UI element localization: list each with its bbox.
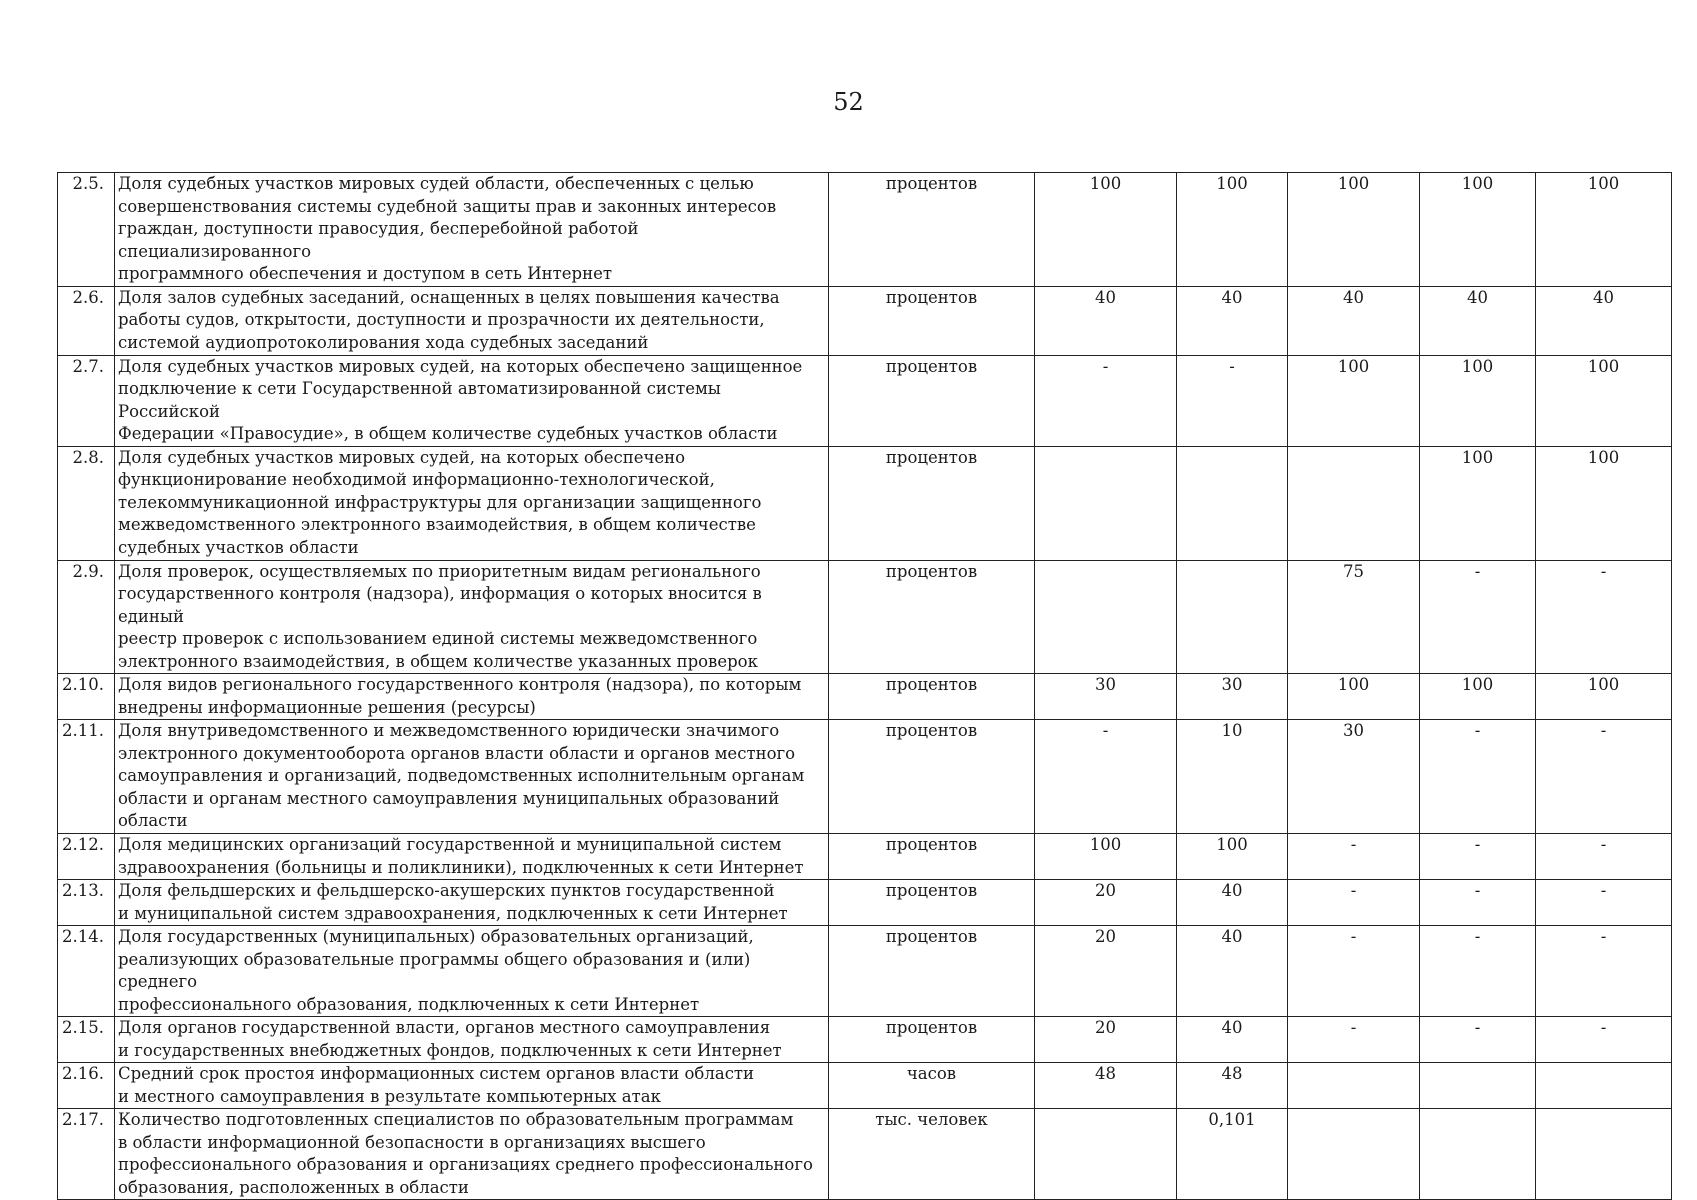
value-cell	[1177, 446, 1288, 560]
value-cell: 40	[1420, 286, 1536, 355]
row-number: 2.17.	[58, 1109, 115, 1200]
value-cell: 40	[1177, 286, 1288, 355]
value-cell: 100	[1536, 446, 1672, 560]
indicator-name: Доля залов судебных заседаний, оснащенных в целях повышения качества работы судов, открытости, доступности и прозрачности их деятельности, системой аудиопротоколирования хода судебных заседаний	[115, 286, 829, 355]
table-row	[58, 173, 1672, 287]
value-cell: 100	[1035, 173, 1177, 287]
value-cell: 40	[1177, 926, 1288, 1017]
unit-cell: часов	[829, 1063, 1035, 1109]
value-cell: 40	[1177, 1017, 1288, 1063]
unit-cell: процентов	[829, 674, 1035, 720]
value-cell: -	[1536, 926, 1672, 1017]
indicator-name: Доля судебных участков мировых судей, на которых обеспечено защищенное подключение к сети Государственной автоматизированной системы Российской Федерации «Правосудие», в общем количестве судебных участков области	[115, 355, 829, 446]
indicator-name: Доля видов регионального государственного контроля (надзора), по которым внедрены информационные решения (ресурсы)	[115, 674, 829, 720]
value-cell: -	[1288, 834, 1420, 880]
table-row	[58, 1109, 1672, 1200]
value-cell: 20	[1035, 880, 1177, 926]
table-row	[58, 880, 1672, 926]
row-number: 2.5.	[58, 173, 115, 287]
value-cell: -	[1420, 926, 1536, 1017]
row-number: 2.10.	[58, 674, 115, 720]
unit-cell: процентов	[829, 720, 1035, 834]
value-cell: -	[1035, 720, 1177, 834]
value-cell: -	[1420, 720, 1536, 834]
value-cell: 40	[1035, 286, 1177, 355]
row-number: 2.14.	[58, 926, 115, 1017]
value-cell: 100	[1420, 355, 1536, 446]
value-cell: -	[1177, 355, 1288, 446]
row-number: 2.8.	[58, 446, 115, 560]
value-cell: 100	[1420, 173, 1536, 287]
unit-cell: процентов	[829, 834, 1035, 880]
value-cell	[1035, 560, 1177, 674]
value-cell	[1420, 1109, 1536, 1200]
indicator-name: Средний срок простоя информационных систем органов власти области и местного самоуправления в результате компьютерных атак	[115, 1063, 829, 1109]
table-row	[58, 355, 1672, 446]
unit-cell: процентов	[829, 173, 1035, 287]
value-cell	[1536, 1063, 1672, 1109]
indicator-name: Доля медицинских организаций государственной и муниципальной систем здравоохранения (больницы и поликлиники), подключенных к сети Интернет	[115, 834, 829, 880]
unit-cell: тыс. человек	[829, 1109, 1035, 1200]
table-row	[58, 926, 1672, 1017]
unit-cell: процентов	[829, 880, 1035, 926]
value-cell	[1035, 1109, 1177, 1200]
indicator-name: Доля органов государственной власти, органов местного самоуправления и государственных внебюджетных фондов, подключенных к сети Интернет	[115, 1017, 829, 1063]
value-cell: 100	[1420, 674, 1536, 720]
value-cell: -	[1536, 1017, 1672, 1063]
value-cell: -	[1536, 880, 1672, 926]
row-number: 2.7.	[58, 355, 115, 446]
value-cell: -	[1420, 880, 1536, 926]
value-cell: -	[1288, 880, 1420, 926]
value-cell: -	[1420, 834, 1536, 880]
row-number: 2.16.	[58, 1063, 115, 1109]
value-cell: 20	[1035, 1017, 1177, 1063]
unit-cell: процентов	[829, 1017, 1035, 1063]
table-row	[58, 834, 1672, 880]
value-cell	[1420, 1063, 1536, 1109]
indicator-name: Доля государственных (муниципальных) образовательных организаций, реализующих образовательные программы общего образования и (или) среднего профессионального образования, подключенных к сети Интернет	[115, 926, 829, 1017]
indicator-name: Доля проверок, осуществляемых по приоритетным видам регионального государственного контроля (надзора), информация о которых вносится в единый реестр проверок с использованием единой системы межведомственного электронного взаимодействия, в общем количестве указанных проверок	[115, 560, 829, 674]
row-number: 2.13.	[58, 880, 115, 926]
value-cell: -	[1536, 720, 1672, 834]
value-cell: 20	[1035, 926, 1177, 1017]
value-cell	[1288, 446, 1420, 560]
row-number: 2.15.	[58, 1017, 115, 1063]
indicators-table	[57, 172, 1672, 1200]
value-cell: 100	[1536, 674, 1672, 720]
row-number: 2.6.	[58, 286, 115, 355]
value-cell: -	[1420, 1017, 1536, 1063]
value-cell: -	[1536, 834, 1672, 880]
table-row	[58, 1063, 1672, 1109]
value-cell: 40	[1536, 286, 1672, 355]
value-cell: 100	[1536, 355, 1672, 446]
indicator-name: Количество подготовленных специалистов по образовательным программам в области информационной безопасности в организациях высшего профессионального образования и организациях среднего профессионального образования, расположенных в области	[115, 1109, 829, 1200]
unit-cell: процентов	[829, 926, 1035, 1017]
value-cell	[1288, 1109, 1420, 1200]
value-cell: 100	[1288, 173, 1420, 287]
value-cell: 48	[1035, 1063, 1177, 1109]
value-cell: -	[1536, 560, 1672, 674]
table-row	[58, 286, 1672, 355]
value-cell: 100	[1177, 173, 1288, 287]
table-row	[58, 446, 1672, 560]
value-cell: 30	[1288, 720, 1420, 834]
value-cell: 40	[1177, 880, 1288, 926]
row-number: 2.12.	[58, 834, 115, 880]
row-number: 2.11.	[58, 720, 115, 834]
value-cell: 100	[1035, 834, 1177, 880]
value-cell: 100	[1288, 355, 1420, 446]
value-cell: 100	[1288, 674, 1420, 720]
value-cell	[1177, 560, 1288, 674]
value-cell: 10	[1177, 720, 1288, 834]
value-cell: -	[1420, 560, 1536, 674]
indicator-name: Доля фельдшерских и фельдшерско-акушерских пунктов государственной и муниципальной систем здравоохранения, подключенных к сети Интернет	[115, 880, 829, 926]
unit-cell: процентов	[829, 355, 1035, 446]
value-cell: 100	[1177, 834, 1288, 880]
value-cell: 30	[1035, 674, 1177, 720]
value-cell: 30	[1177, 674, 1288, 720]
page-number: 52	[833, 88, 864, 116]
value-cell	[1035, 446, 1177, 560]
table-row	[58, 720, 1672, 834]
value-cell: 75	[1288, 560, 1420, 674]
table-body	[58, 173, 1672, 1200]
indicator-name: Доля судебных участков мировых судей, на которых обеспечено функционирование необходимой информационно-технологической, телекоммуникационной инфраструктуры для организации защищенного межведомственного электронного взаимодействия, в общем количестве судебных участков области	[115, 446, 829, 560]
value-cell: 100	[1420, 446, 1536, 560]
table-row	[58, 560, 1672, 674]
value-cell: 100	[1536, 173, 1672, 287]
unit-cell: процентов	[829, 446, 1035, 560]
row-number: 2.9.	[58, 560, 115, 674]
table-row	[58, 1017, 1672, 1063]
table-row	[58, 674, 1672, 720]
value-cell: 0,101	[1177, 1109, 1288, 1200]
value-cell: 48	[1177, 1063, 1288, 1109]
unit-cell: процентов	[829, 286, 1035, 355]
value-cell	[1536, 1109, 1672, 1200]
indicator-name: Доля судебных участков мировых судей области, обеспеченных с целью совершенствования системы судебной защиты прав и законных интересов граждан, доступности правосудия, бесперебойной работой специализированного программного обеспечения и доступом в сеть Интернет	[115, 173, 829, 287]
value-cell: -	[1288, 926, 1420, 1017]
value-cell: 40	[1288, 286, 1420, 355]
value-cell: -	[1035, 355, 1177, 446]
indicator-name: Доля внутриведомственного и межведомственного юридически значимого электронного документооборота органов власти области и органов местного самоуправления и организаций, подведомственных исполнительным органам области и органам местного самоуправления муниципальных образований области	[115, 720, 829, 834]
value-cell: -	[1288, 1017, 1420, 1063]
value-cell	[1288, 1063, 1420, 1109]
unit-cell: процентов	[829, 560, 1035, 674]
